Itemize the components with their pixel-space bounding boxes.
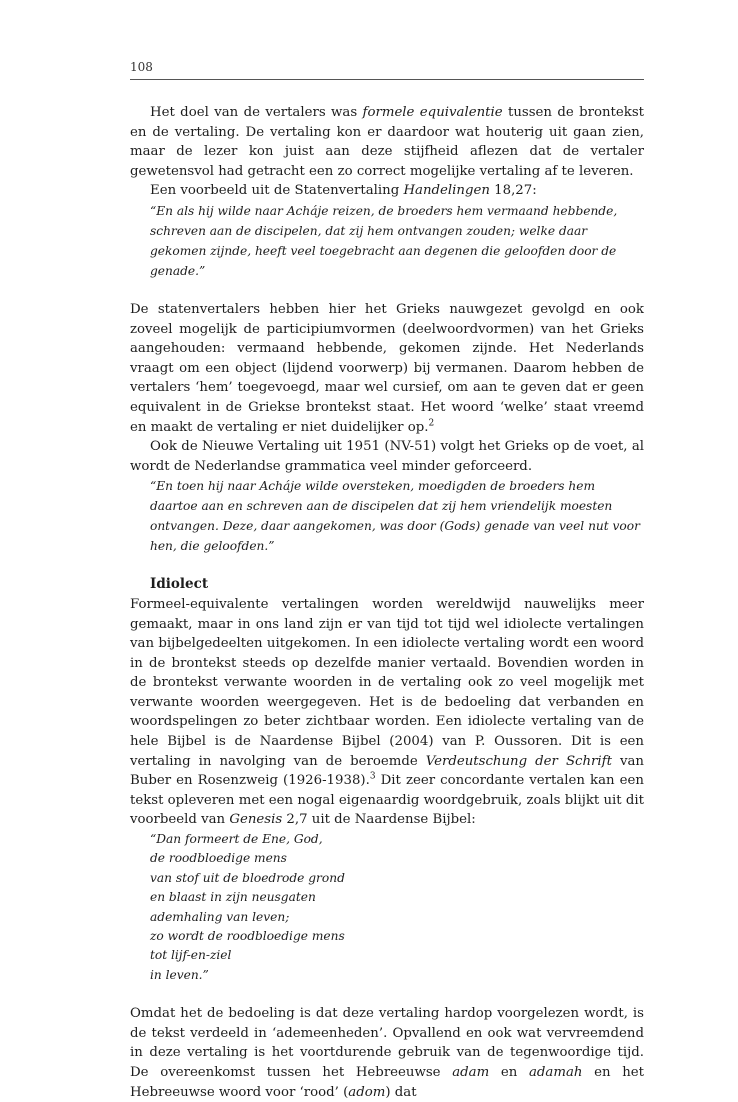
poem-line: de roodbloedige mens (150, 851, 287, 866)
poem-line: ademhaling van leven; (150, 909, 290, 924)
poem-line: tot lijf-en-ziel (150, 948, 232, 963)
text-run: ) dat (385, 1084, 417, 1100)
term-formele-equivalentie: formele equivalentie (362, 105, 503, 120)
hebrew-term: adam (452, 1065, 490, 1081)
poem-line: “Dan formeert de Ene, God, (150, 832, 323, 847)
section-heading: Idiolect (150, 576, 209, 593)
paragraph-statenvertalers (130, 300, 644, 437)
page-number: 108 (130, 60, 153, 74)
paragraph-formele-equivalentie (130, 103, 644, 181)
text-run: Het doel van de vertalers was (150, 105, 363, 120)
text-run: van Buber en Rosenzweig (1926-1938). (130, 753, 644, 789)
text-run: 18,27: (489, 183, 537, 199)
bible-reference: Genesis (229, 812, 283, 828)
quote-nieuwe-vertaling: “En toen hij naar Acháje wilde oversteken, moedigden de broeders hem daartoe aan en schreven aan de discipelen dat zij hem vriendelijk moesten ontvangen. Deze, daar aangekomen, was door (Gods) genade van veel nut voor hen, die geloofden.” (150, 479, 640, 554)
text-run: Formeel-equivalente vertalingen worden wereldwijd nauwelijks meer gemaakt, maar in ons land zijn er van tijd tot tijd wel idiolecte vertalingen van bijbelgedeelten uitgekomen. In een idiolecte vertaling wordt een woord in de brontekst steeds op dezelfde manier vertaald. Bovendien worden in de brontekst verwante woorden in de vertaling ook zo veel mogelijk met verwante woorden weergegeven. Het is de bedoeling dat verbanden en woordspelingen zo beter zichtbaar worden. Een idiolecte vertaling van de hele Bijbel is de Naardense Bijbel (2004) van P. Oussoren. Dit is een vertaling in navolging van de beroemde (130, 596, 644, 769)
quote-statenvertaling: “En als hij wilde naar Acháje reizen, de broeders hem vermaand hebbende, schreven aan de discipelen, dat zij hem ontvangen zouden; welke daar gekomen zijnde, heeft veel toegebracht aan degenen die geloofden door de genade.” (150, 203, 618, 278)
quote-naardense-bijbel (150, 830, 644, 985)
poem-line: van stof uit de bloedrode grond (150, 870, 345, 885)
text-run: Omdat het de bedoeling is dat deze vertaling hardop voorgelezen wordt, is de tekst verdeeld in ‘ademeenheden’. Opvallend en ook wat vervreemdend in deze vertaling is het voortdurende gebruik van de tegenwoordige tijd. De overeenkomst tussen het Hebreeuwse (130, 1006, 644, 1081)
text-run: en (489, 1065, 529, 1081)
poem-line: zo wordt de roodbloedige mens (150, 929, 345, 944)
text-run: tussen de brontekst en de vertaling. De vertaling kon er daardoor wat houterig uit gaan zien, maar de lezer kon juist aan deze stijfheid aflezen dat de vertaler gewetensvol had getracht een zo correct mogelijke vertaling af te leveren. (130, 105, 644, 179)
text-run: Dit zeer concordante vertalen kan een tekst opleveren met een nogal eigenaardig woordgebruik, zoals blijkt uit dit voorbeeld van (130, 773, 644, 828)
book-title: Verdeutschung der Schrift (425, 753, 612, 769)
paragraph-nieuwe-vertaling: Ook de Nieuwe Vertaling uit 1951 (NV-51) volgt het Grieks op de voet, al wordt de Nederlandse grammatica veel minder geforceerd. (130, 439, 644, 474)
text-run: Een voorbeeld uit de Statenvertaling (150, 183, 404, 199)
footnote-marker[interactable]: 2 (428, 418, 435, 429)
header-rule (130, 79, 644, 80)
poem-line: in leven.” (150, 967, 209, 982)
paragraph-ademeenheden (130, 1004, 644, 1102)
text-run: en het Hebreeuwse woord voor ‘rood’ ( (130, 1065, 644, 1100)
text-run: 2,7 uit de Naardense Bijbel: (282, 812, 476, 828)
page-body (130, 103, 644, 1102)
hebrew-term: adamah (528, 1065, 583, 1081)
poem-line: en blaast in zijn neusgaten (150, 890, 316, 905)
paragraph-voorbeeld-statenvertaling (130, 181, 644, 201)
text-run: De statenvertalers hebben hier het Grieks nauwgezet gevolgd en ook zoveel mogelijk de participiumvormen (deelwoordvormen) van het Grieks aangehouden: vermaand hebbende, gekomen zijnde. Het Nederlands vraagt om een object (lijdend voorwerp) bij vermanen. Daarom hebben de vertalers ‘hem’ toegevoegd, maar wel cursief, om aan te geven dat er geen equivalent in de Griekse brontekst staat. Het woord ‘welke’ staat vreemd en maakt de vertaling er niet duidelijker op. (130, 301, 644, 435)
paragraph-idiolect (130, 595, 644, 830)
hebrew-term: adom (348, 1084, 386, 1100)
footnote-marker[interactable]: 3 (369, 771, 376, 782)
bible-reference: Handelingen (403, 183, 490, 199)
